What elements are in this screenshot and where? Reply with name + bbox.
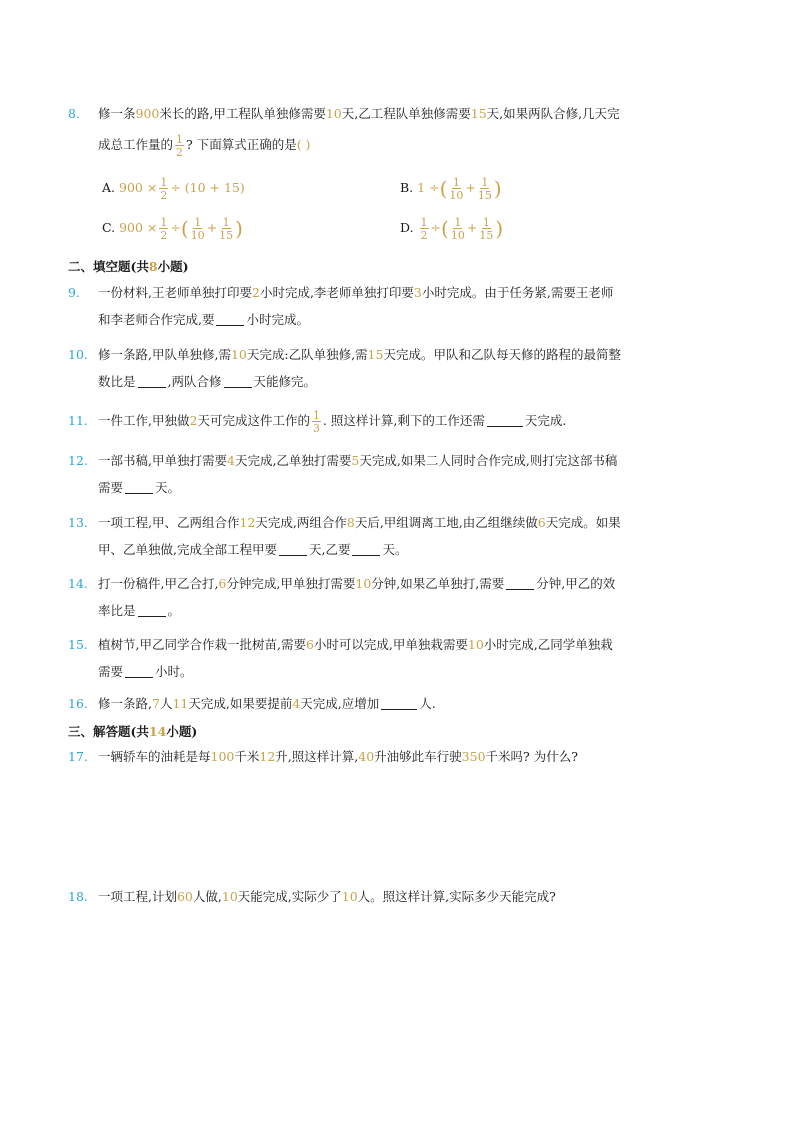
question-14-line2: 率比是 。 [98,603,181,618]
answer-blank [138,375,166,388]
question-15-line2: 需要 小时。 [98,664,193,679]
question-18: 18. 一项工程,计划60人做,10天能完成,实际少了10人。照这样计算,实际多少天能完成? [68,889,556,904]
option-c: C. 900 × $\frac{1}{2}$ ÷( $\frac{1}{10}$ + $\frac{1}{15}$ ) [102,215,243,242]
answer-blank [381,697,417,710]
question-9: 9. 一份材料,王老师单独打印要2小时完成,李老师单独打印要3小时完成。由于任务紧,需要王老师 [68,285,614,300]
question-17: 17. 一辆轿车的油耗是每100千米12升,照这样计算,40升油够此车行驶350千米吗? 为什么? [68,749,578,764]
question-13-line2: 甲、乙单独做,完成全部工程甲要 天,乙要 天。 [98,542,408,557]
question-15: 15. 植树节,甲乙同学合作栽一批树苗,需要6小时可以完成,甲单独栽需要10小时完成,乙同学单独栽 [68,637,613,652]
option-a: A. 900 × $\frac{1}{2}$ ÷ (10 + 15) [102,175,245,202]
question-13: 13. 一项工程,甲、乙两组合作12天完成,两组合作8天后,甲组调离工地,由乙组继续做6天完成。如果 [68,515,621,530]
answer-blank [216,313,244,326]
question-8: 8. 修一条900米长的路,甲工程队单独修需要10天,乙工程队单独修需要15天,如果两队合修,几天完 [68,99,740,129]
question-14: 14. 打一份稿件,甲乙合打,6分钟完成,甲单独打需要10分钟,如果乙单独打,需要 分钟,甲乙的效 [68,576,616,591]
answer-blank [352,543,380,556]
answer-blank [279,543,307,556]
fraction: $\frac{1}{2}$ [176,132,184,159]
answer-blank [487,414,523,427]
option-b: B. 1 ÷( $\frac{1}{10}$ + $\frac{1}{15}$ ) [400,175,502,202]
question-12: 12. 一部书稿,甲单独打需要4天完成,乙单独打需要5天完成,如果二人同时合作完成,则打完这部书稿 [68,453,618,468]
answer-paren: ( ) [296,137,311,152]
question-16: 16. 修一条路,7人11天完成,如果要提前4天完成,应增加 人. [68,696,436,711]
question-10-line2: 数比是 ,两队合修 天能修完。 [98,374,317,389]
question-10: 10. 修一条路,甲队单独修,需10天完成:乙队单独修,需15天完成。甲队和乙队每天修的路程的最简整 [68,347,621,362]
answer-blank [125,481,153,494]
answer-blank [506,577,534,590]
question-number: 8. [68,106,80,121]
question-12-line2: 需要 天。 [98,480,181,495]
answer-blank [224,375,252,388]
section-heading-3: 三、解答题(共14小题) [68,724,198,739]
question-8-line2: 成总工作量的 $\frac{1}{2}$ ? 下面算式正确的是( ) [98,132,311,159]
answer-blank [125,665,153,678]
option-d: D. $\frac{1}{2}$ ÷( $\frac{1}{10}$ + $\frac{1}{15}$ ) [400,215,504,242]
answer-blank [138,604,166,617]
section-heading-2: 二、填空题(共8小题) [68,259,189,274]
question-9-line2: 和李老师合作完成,要 小时完成。 [98,312,309,327]
question-11: 11. 一件工作,甲独做2天可完成这件工作的 $\frac{1}{3}$ . 照这样计算,剩下的工作还需 天完成. [68,408,567,435]
